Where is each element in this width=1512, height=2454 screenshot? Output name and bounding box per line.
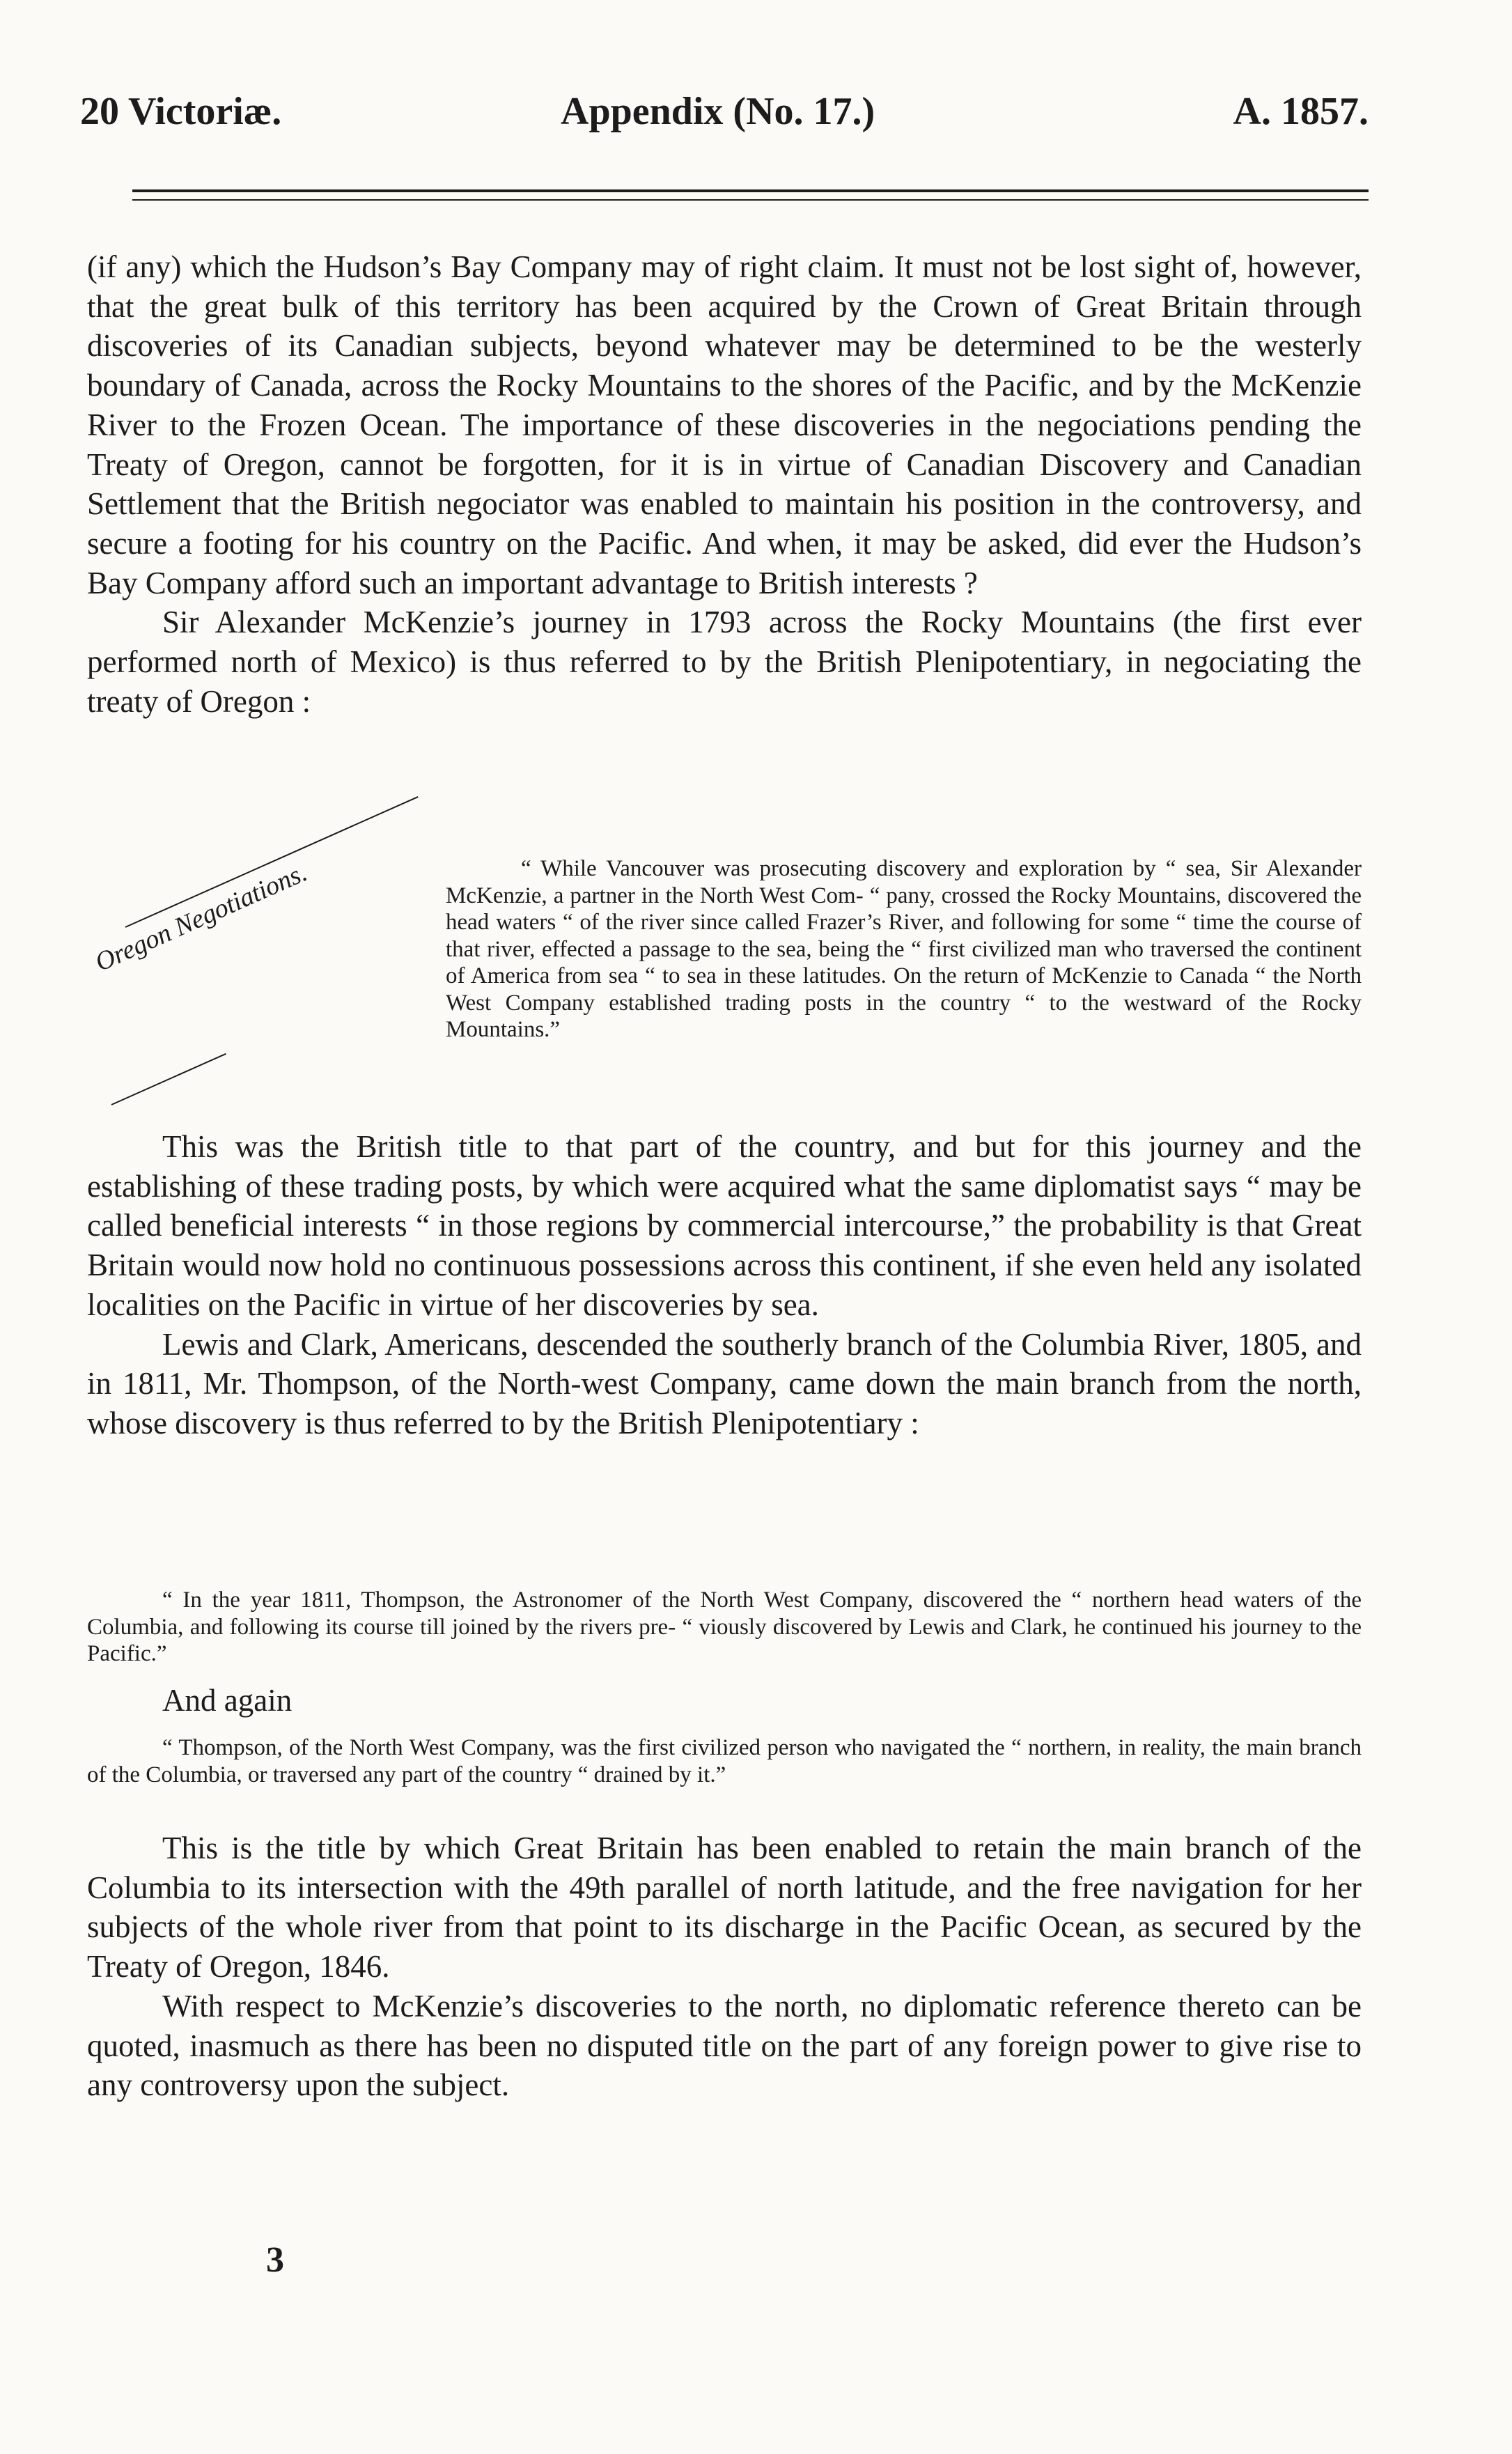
quote-1-text: “ While Vancouver was prosecuting discovery and exploration by “ sea, Sir Alexander McKenzie, a partner in the North West Com- “ pany, crossed the Rocky Mountains, discovered the head waters “ of the river since called Frazer’s River, and following for some “ time the course of that river, effected a passage to the sea, being the “ first civilized man who traversed the continent of America from sea “ to sea in these latitudes. On the return of McKenzie to Canada “ the North West Company established trading posts in the country “ to the westward of the Rocky Mountains.” [446, 856, 1362, 1042]
paragraph-5-block [87, 1681, 1362, 1721]
quote-2-text: “ In the year 1811, Thompson, the Astronomer of the North West Company, discovered the “ northern head waters of the Columbia, and following its course till joined by the rivers pre- “ viously discovered by Lewis and Clark, he continued his journey to the Pacific.” [87, 1587, 1362, 1666]
page-header [80, 89, 1369, 138]
paragraph-4: Lewis and Clark, Americans, descended the southerly branch of the Columbia River, 1805, and in 1811, Mr. Thompson, of the North-west Company, came down the main branch from the north, whose discovery is thus referred to by the British Plenipotentiary : [87, 1326, 1362, 1440]
header-appendix: Appendix (No. 17.) [561, 90, 875, 133]
paragraph-7: With respect to McKenzie’s discoveries to the north, no diplomatic reference thereto can be quoted, inasmuch as there has been no disputed title on the part of any foreign power to give rise to any controversy upon the subject. [87, 1988, 1362, 2103]
marginal-note-rule [125, 796, 419, 928]
paragraph-3-block [87, 1127, 1362, 1443]
paragraph-2: Sir Alexander McKenzie’s journey in 1793 across the Rocky Mountains (the first ever performed north of Mexico) is thus referred to by the British Plenipotentiary, in negociating the treaty of Oregon : [87, 605, 1362, 719]
quote-thompson-2 [87, 1734, 1362, 1788]
page-folio: 3 [266, 2240, 284, 2280]
marginal-note-rule-lower [111, 1053, 226, 1105]
header-year: A. 1857. [1233, 90, 1369, 133]
paragraph-5: And again [162, 1683, 293, 1718]
header-rule-thin [132, 199, 1369, 201]
marginal-note: Oregon Negotiations. [91, 857, 312, 978]
quote-thompson-1 [87, 1587, 1362, 1668]
paragraph-1: (if any) which the Hudson’s Bay Company may of right claim. It must not be lost sight of, however, that the great bulk of this territory has been acquired by the Crown of Great Britain through discoveries of its Canadian subjects, beyond whatever may be determined to be the westerly boundary of Canada, across the Rocky Mountains to the shores of the Pacific, and by the McKenzie River to the Frozen Ocean. The importance of these discoveries in the negociations pending the Treaty of Oregon, cannot be forgotten, for it is in virtue of Canadian Discovery and Canadian Settlement that the British negociator was enabled to maintain his position in the controversy, and secure a footing for his country on the Pacific. And when, it may be asked, did ever the Hudson’s Bay Company afford such an important advantage to British interests ? [87, 249, 1362, 600]
paragraph-1-block [87, 247, 1362, 721]
header-session: 20 Victoriæ. [80, 90, 282, 133]
quote-mckenzie [446, 855, 1362, 1043]
paragraph-6: This is the title by which Great Britain has been enabled to retain the main branch of the Columbia to its intersection with the 49th parallel of north latitude, and the free navigation for her subjects of the whole river from that point to its discharge in the Pacific Ocean, as secured by the Treaty of Oregon, 1846. [87, 1831, 1362, 1985]
paragraph-3: This was the British title to that part of the country, and but for this journey and the establishing of these trading posts, by which were acquired what the same diplomatist says “ may be called beneficial interests “ in those regions by commercial intercourse,” the probability is that Great Britain would now hold no continuous possessions across this continent, if she even held any isolated localities on the Pacific in virtue of her discoveries by sea. [87, 1129, 1362, 1322]
header-rule-thick [132, 189, 1369, 192]
quote-3-text: “ Thompson, of the North West Company, was the first civilized person who navigated the “ northern, in reality, the main branch of the Columbia, or traversed any part of the country “ drained by it.” [87, 1735, 1362, 1787]
paragraph-6-block [87, 1828, 1362, 2105]
